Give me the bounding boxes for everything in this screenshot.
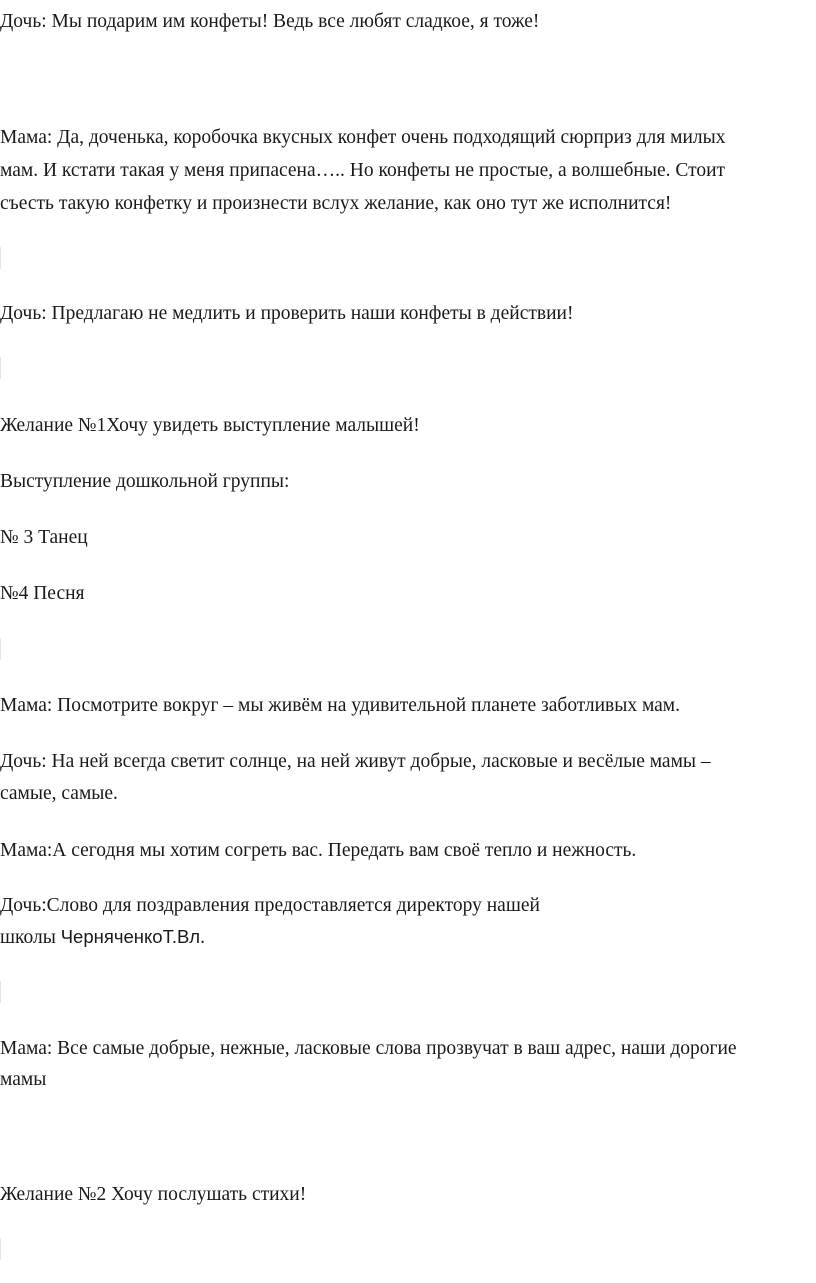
- paragraph-mama-box-line-1: Мама: Да, доченька, коробочка вкусных конфет очень подходящий сюрприз для милых: [0, 127, 726, 148]
- paragraph-mama-box-line-2: мам. И кстати такая у меня припасена….. Но конфеты не простые, а волшебные. Стоит: [0, 160, 726, 181]
- director-name: ЧерняченкоТ.Вл: [60, 926, 201, 947]
- paragraph-mama-kind-words-line-2: мамы: [0, 1069, 47, 1090]
- paragraph-mama-warmth: Мама:А сегодня мы хотим согреть вас. Передать вам своё тепло и нежность.: [0, 840, 637, 861]
- paragraph-doch-candies: Дочь: Мы подарим им конфеты! Ведь все любят сладкое, я тоже!: [0, 11, 540, 32]
- paragraph-item-dance: № 3 Танец: [0, 527, 88, 548]
- text-school: школы: [0, 927, 61, 948]
- paragraph-performance-title: Выступление дошкольной группы:: [0, 471, 290, 492]
- paragraph-doch-director-line-2: [0, 920, 205, 954]
- paragraph-mama-kind-words-line-1: Мама: Все самые добрые, нежные, ласковые слова прозвучат в ваш адрес, наши дорогие: [0, 1038, 737, 1059]
- paragraph-wish-1: Желание №1Хочу увидеть выступление малышей!: [0, 415, 420, 436]
- paragraph-mark: [0, 357, 4, 379]
- paragraph-mark: [0, 247, 4, 269]
- paragraph-mama-box-line-3: съесть такую конфетку и произнести вслух желание, как оно тут же исполнится!: [0, 193, 672, 214]
- paragraph-mark: [0, 638, 4, 660]
- paragraph-doch-director-line-1: Дочь:Слово для поздравления предоставляется директору нашей: [0, 895, 540, 916]
- paragraph-wish-2: Желание №2 Хочу послушать стихи!: [0, 1184, 307, 1205]
- paragraph-item-song: №4 Песня: [0, 583, 85, 604]
- paragraph-mark: [0, 981, 4, 1003]
- paragraph-doch-sun-line-2: самые, самые.: [0, 783, 118, 804]
- paragraph-doch-sun-line-1: Дочь: На ней всегда светит солнце, на ней живут добрые, ласковые и весёлые мамы –: [0, 751, 711, 772]
- text-period: .: [200, 927, 205, 948]
- paragraph-mark: [0, 1238, 4, 1260]
- paragraph-mama-planet: Мама: Посмотрите вокруг – мы живём на удивительной планете заботливых мам.: [0, 695, 681, 716]
- paragraph-doch-test: Дочь: Предлагаю не медлить и проверить наши конфеты в действии!: [0, 303, 574, 324]
